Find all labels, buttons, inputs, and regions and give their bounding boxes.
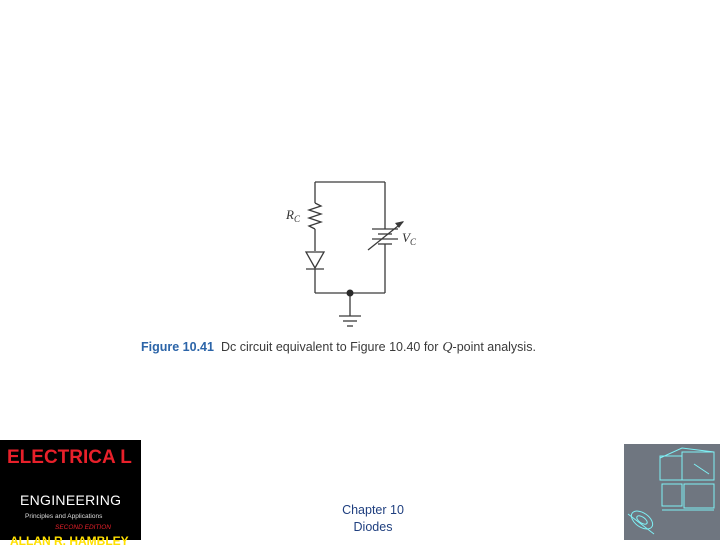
resistor-label-main: R (286, 207, 294, 222)
resistor-rc (309, 203, 321, 229)
caption-q-symbol: Q (442, 340, 453, 355)
chapter-info (314, 502, 432, 536)
cover-author: ALLAN R. HAMBLEY (10, 534, 129, 548)
resistor-label (285, 207, 301, 224)
corner-drawing (624, 444, 720, 540)
chapter-number: Chapter 10 (342, 503, 404, 517)
source-label-main: V (402, 230, 410, 245)
caption-text-after: -point analysis. (452, 340, 536, 354)
figure-caption (141, 340, 536, 356)
cover-edition: SECOND EDITION (55, 524, 111, 531)
book-cover-image (0, 440, 141, 548)
cover-subtitle: Principles and Applications (25, 513, 103, 520)
source-label (402, 230, 417, 247)
figure-label: Figure 10.41 (141, 340, 214, 354)
cover-title-engineering: ENGINEERING (20, 492, 122, 508)
cover-title-electrical: ELECTRICA L (7, 447, 132, 468)
caption-text-before: Dc circuit equivalent to Figure 10.40 for (220, 340, 439, 354)
ground-node-dot (347, 290, 354, 297)
corner-decoration-image (624, 444, 720, 540)
chapter-topic: Diodes (353, 520, 393, 534)
source-label-sub: C (409, 237, 416, 247)
resistor-label-sub: C (293, 214, 300, 224)
diode-triangle (306, 252, 324, 268)
